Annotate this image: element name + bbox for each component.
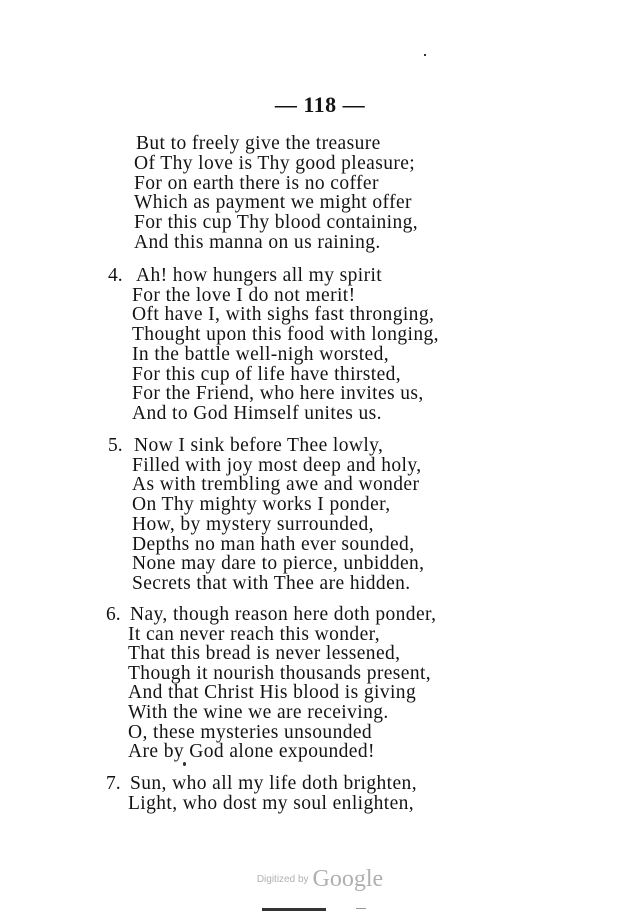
verse-line: For this cup of life have thirsted, (132, 363, 402, 385)
verse-line: For this cup Thy blood containing, (134, 212, 419, 234)
page-number: — 118 — (274, 92, 366, 117)
verse-line: Depths no man hath ever sounded, (132, 533, 415, 555)
verse-line: Oft have I, with sighs fast thronging, (132, 304, 435, 326)
verse-number: 5. (108, 435, 123, 456)
digitization-watermark (0, 866, 640, 893)
verse-line: For the love I do not merit! (132, 284, 356, 306)
verse-line: Light, who dost my soul enlighten, (128, 792, 415, 814)
verse-line: As with trembling awe and wonder (132, 474, 420, 496)
verse-number: 7. (106, 773, 121, 794)
verse-line: Nay, though reason here doth ponder, (130, 604, 437, 625)
verse-number: 4. (108, 265, 123, 286)
verse-line: Sun, who all my life doth brighten, (130, 773, 417, 794)
verse-line: Thought upon this food with longing, (132, 324, 439, 346)
verse-line: It can never reach this wonder, (128, 623, 381, 645)
stanza (0, 266, 640, 428)
verse-line: And this manna on us raining. (134, 232, 381, 253)
verse-line: Secrets that with Thee are hidden. (132, 572, 411, 594)
verse-line: Now I sink before Thee lowly, (134, 435, 384, 456)
verse-line: For the Friend, who here invites us, (132, 383, 424, 405)
scan-rule (356, 908, 366, 909)
verse-line: None may dare to pierce, unbidden, (132, 553, 425, 575)
scan-speck (424, 54, 426, 56)
verse-line: How, by mystery surrounded, (132, 513, 374, 535)
stanza (0, 436, 640, 598)
verse-line: But to freely give the treasure (136, 133, 381, 154)
verse-line: And that Christ His blood is giving (128, 682, 417, 704)
verse-number: 6. (106, 604, 121, 625)
scan-speck (183, 762, 186, 766)
verse-line: Which as payment we might offer (134, 192, 412, 214)
scan-rule (262, 908, 326, 911)
verse-line: O, these mysteries unsounded (128, 721, 373, 743)
verse-line: Of Thy love is Thy good pleasure; (134, 152, 416, 174)
verse-line: That this bread is never lessened, (128, 643, 401, 665)
google-logo: Google (312, 866, 384, 892)
verse-line: In the battle well-nigh worsted, (132, 343, 390, 365)
verse-line: Are by God alone expounded! (128, 741, 375, 763)
stanza (0, 605, 640, 766)
verse-line: With the wine we are receiving. (128, 702, 389, 723)
stanza (0, 134, 640, 257)
verse-line: Filled with joy most deep and holy, (132, 454, 422, 476)
digitized-by-label: Digitized by (256, 874, 309, 885)
stanza (0, 774, 640, 817)
verse-line: And to God Himself unites us. (132, 402, 382, 424)
verse-line: On Thy mighty works I ponder, (132, 494, 391, 516)
verse-line: Ah! how hungers all my spirit (136, 265, 383, 286)
verse-line: Though it nourish thousands present, (128, 662, 432, 684)
verse-line: For on earth there is no coffer (134, 172, 379, 194)
